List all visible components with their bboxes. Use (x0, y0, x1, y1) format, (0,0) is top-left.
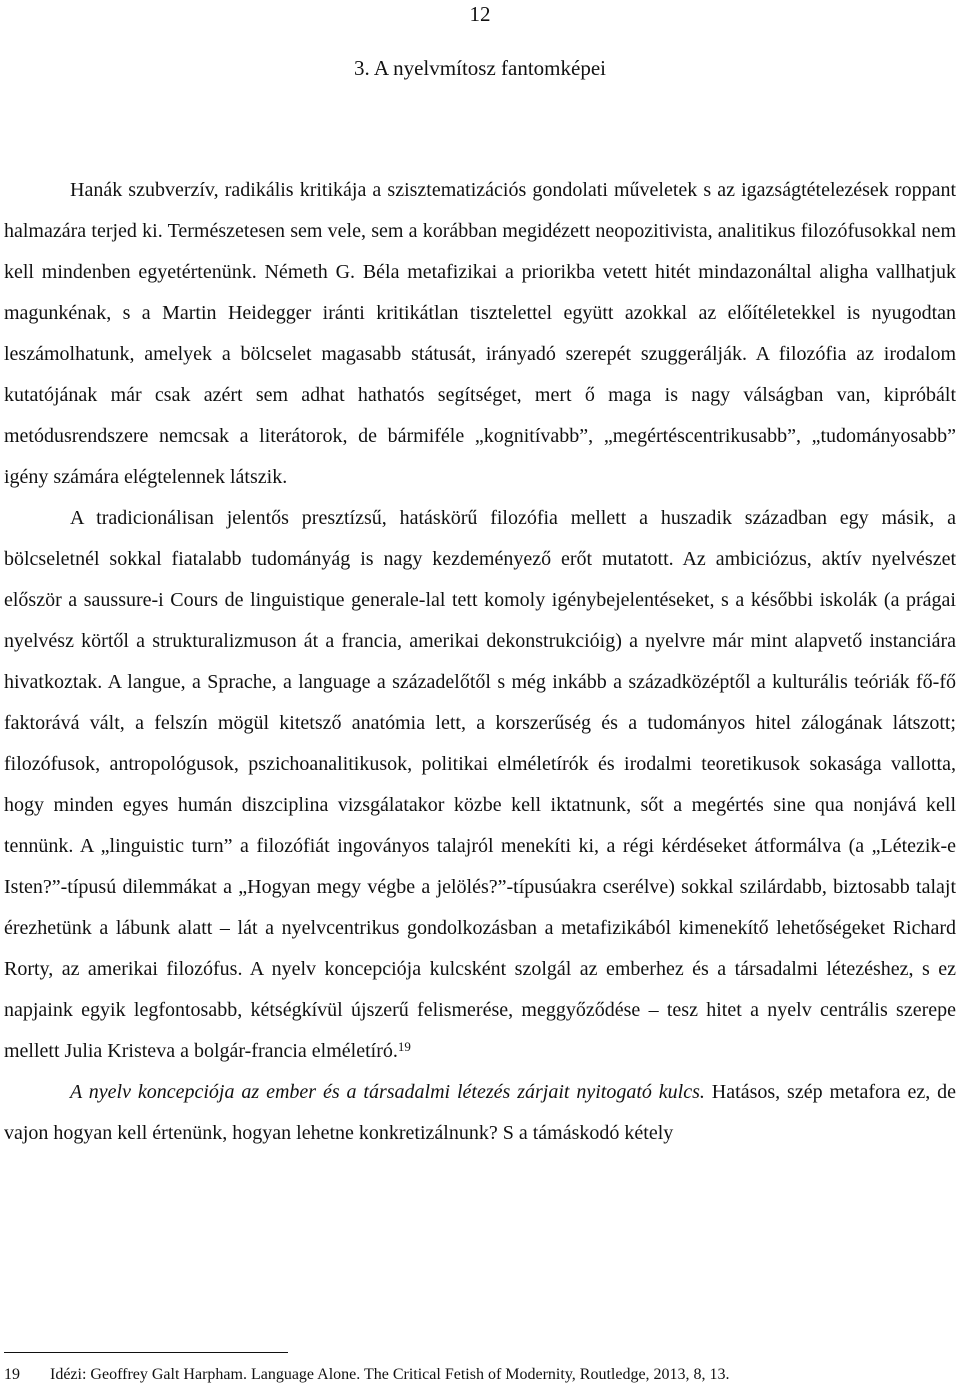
footnote-number: 19 (4, 1366, 20, 1383)
page-number: 12 (469, 2, 491, 26)
footnote-text: Idézi: Geoffrey Galt Harpham. Language Alone. The Critical Fetish of Modernity, Routledge, 2013, 8, 13. (50, 1366, 730, 1383)
paragraph-3 (4, 1072, 956, 1154)
footnote (4, 1365, 956, 1385)
paragraph-2 (4, 498, 956, 1072)
footnote-divider (4, 1352, 288, 1353)
footnote-reference: 19 (397, 1039, 411, 1054)
paragraph-3-text: Hatásos, szép metafora ez, de vajon hogyan kell értenünk, hogyan lehetne konkretizálnunk? S a támáskodó kétely (4, 1081, 956, 1144)
paragraph-1 (4, 170, 956, 498)
body-text (4, 170, 956, 1154)
paragraph-1-text: Hanák szubverzív, radikális kritikája a szisztematizációs gondolati műveletek s az igazságtételezések roppant halmazára terjed ki. Természetesen sem vele, sem a korábban megidézett neopozitivista, analitikus filozófusokkal nem kell mindenben egyetértenünk. Németh G. Béla metafizikai a priorikba vetett hitét mindazonáltal aligha vallhatjuk magunkénak, s a Martin Heidegger iránti kritikátlan tisztelettel együtt azokkal az előítéletekkel is nyugodtan leszámolhatunk, amelyek a bölcselet magasabb státusát, irányadó szerepét szuggerálják. A filozófia az irodalom kutatójának már csak azért sem adhat hathatós segítséget, mert ő maga is nagy válságban van, kipróbált metódusrendszere nemcsak a literátorok, de bármiféle „kognitívabb”, „megértéscentrikusabb”, „tudományosabb” igény számára elégtelennek látszik. (4, 179, 956, 488)
chapter-title: 3. A nyelvmítosz fantomképei (354, 56, 606, 80)
paragraph-2-text: A tradicionálisan jelentős presztízsű, hatáskörű filozófia mellett a huszadik században egy másik, a bölcseletnél sokkal fiatalabb tudományág is nagy kezdeményező erőt mutatott. Az ambiciózus, aktív nyelvészet először a saussure-i Cours de linguistique generale-lal tett komoly igénybejelentéseket, s a későbbi iskolák (a prágai nyelvész körtől a strukturalizmuson át a francia, amerikai dekonstrukcióig) a nyelvre már mint alapvető instanciára hivatkoztak. A langue, a Sprache, a language a századelőtől s még inkább a századközéptől a kulturális teóriák fő-fő faktorává vált, a felszín mögül kitetsző anatómia lett, a korszerűség és a tudományos hitel zálogának látszott; filozófusok, antropológusok, pszichoanalitikusok, politikai elméletírók és irodalmi teoretikusok sokasága vallotta, hogy minden egyes humán diszciplina vizsgálatakor közbe kell iktatnunk, sőt a megértés sine qua nonjává kell tennünk. A „linguistic turn” a filozófiát ingoványos talajról menekíti ki, a régi kérdéseket átformálva (a „Létezik-e Isten?”-típusú dilemmákat a „Hogyan megy végbe a jelölés?”-típusúakra cserélve) sokkal szilárdabb, biztosabb talajt érezhetünk a lábunk alatt – lát a nyelvcentrikus gondolkozásban a metafizikából kimenekítő lehetőségeket Richard Rorty, az amerikai filozófus. A nyelv koncepciója kulcsként szolgál az emberhez és a társadalmi létezéshez, s ez napjaink egyik legfontosabb, kétségkívül újszerű felismerése, meggyőződése – tesz hitet a nyelv centrális szerepe mellett Julia Kristeva a bolgár-francia elméletíró. (4, 507, 956, 1062)
paragraph-3-italic-quote: A nyelv koncepciója az ember és a társadalmi létezés zárjait nyitogató kulcs. (70, 1081, 705, 1103)
